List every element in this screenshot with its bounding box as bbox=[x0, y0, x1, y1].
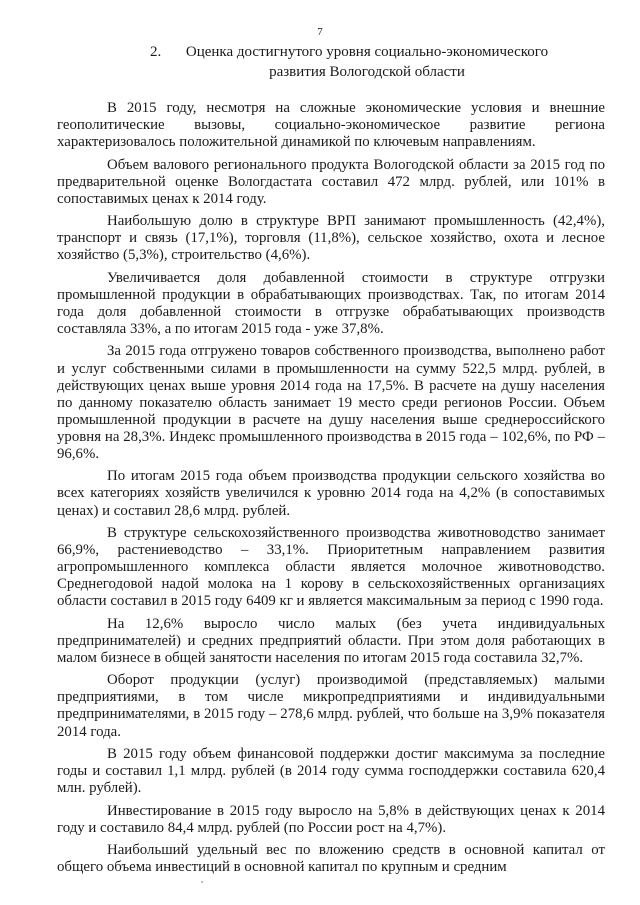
paragraph: Инвестирование в 2015 году выросло на 5,8% в действующих ценах к 2014 году и составило 84,4 млрд. рублей (по России рост на 4,7%). bbox=[57, 802, 605, 836]
page-number: 7 bbox=[317, 26, 323, 38]
paragraph: На 12,6% выросло число малых (без учета индивидуальных предпринимателей) и средних предприятий области. При этом доля работающих в малом бизнесе в общей занятости населения по итогам 2015 года составила 32,7%. bbox=[57, 615, 605, 666]
section-title: Оценка достигнутого уровня социально-экономического развития Вологодской области bbox=[185, 44, 549, 80]
section-heading bbox=[150, 42, 560, 82]
paragraph: Наибольшую долю в структуре ВРП занимают промышленность (42,4%), транспорт и связь (17,1%), торговля (11,8%), сельское хозяйство, охота и лесное хозяйство (5,3%), строительство (4,6%). bbox=[57, 213, 605, 264]
scan-speck bbox=[201, 881, 203, 883]
paragraph: Объем валового регионального продукта Вологодской области за 2015 год по предварительной оценке Вологдастата составил 472 млрд. рублей, или 101% в сопоставимых ценах к 2014 году. bbox=[57, 156, 605, 207]
paragraph: Оборот продукции (услуг) производимой (представляемых) малыми предприятиями, в том числе микропредприятиями и индивидуальными предпринимателями, в 2015 году – 278,6 млрд. рублей, что больше на 3,9% показателя 2014 года. bbox=[57, 672, 605, 740]
paragraph: Наибольший удельный вес по вложению средств в основной капитал от общего объема инвестиций в основной капитал по крупным и средним bbox=[57, 842, 605, 876]
document-body bbox=[57, 100, 605, 882]
section-number: 2. bbox=[150, 44, 162, 60]
paragraph: В 2015 году, несмотря на сложные экономические условия и внешние геополитические вызовы, социально-экономическое развитие региона характеризовалось положительной динамикой по ключевым направлениям. bbox=[57, 100, 605, 151]
paragraph: По итогам 2015 года объем производства продукции сельского хозяйства во всех категориях хозяйств увеличился к уровню 2014 года на 4,2% (в сопоставимых ценах) и составил 28,6 млрд. рублей. bbox=[57, 468, 605, 519]
paragraph: Увеличивается доля добавленной стоимости в структуре отгрузки промышленной продукции в обрабатывающих производствах. Так, по итогам 2014 года доля добавленной стоимости в отгрузке обрабатывающих производств составляла 33%, а по итогам 2015 года - уже 37,8%. bbox=[57, 269, 605, 338]
paragraph: За 2015 года отгружено товаров собственного производства, выполнено работ и услуг собственными силами в промышленности на сумму 522,5 млрд. рублей, в действующих ценах выше уровня 2014 года на 17,5%. В расчете на душу населения по данному показателю область занимает 19 место среди регионов России. Объем промышленной продукции в расчете на душу населения выше среднероссийского уровня на 28,3%. Индекс промышленного производства в 2015 года – 102,6%, по РФ – 96,6%. bbox=[57, 343, 605, 462]
paragraph: В структуре сельскохозяйственного производства животноводство занимает 66,9%, растениеводство – 33,1%. Приоритетным направлением развития агропромышленного комплекса области является молочное животноводство. Среднегодовой надой молока на 1 корову в сельскохозяйственных организациях области составил в 2015 году 6409 кг и является максимальным за период с 1990 года. bbox=[57, 524, 605, 610]
paragraph: В 2015 году объем финансовой поддержки достиг максимума за последние годы и составил 1,1 млрд. рублей (в 2014 году сумма господдержки составила 620,4 млн. рублей). bbox=[57, 745, 605, 797]
